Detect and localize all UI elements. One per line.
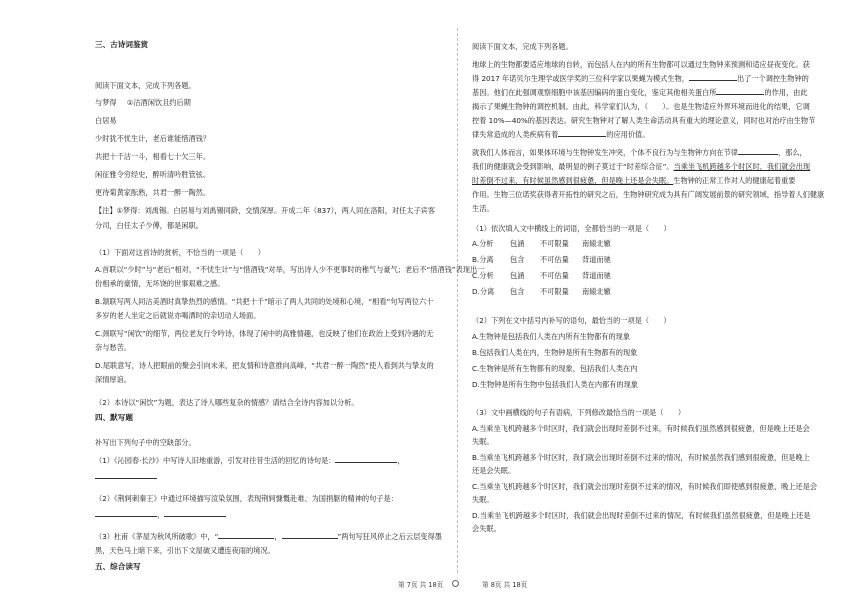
- option-c-line: C.当乘坐飞机跨越多个时区时，我们就会出现时差倒不过来的情况，有时候我们即使感到很疲惫，晚上还是会: [472, 482, 818, 491]
- passage-line: 地球上的生物都要适应地球的自转，而包括人在内的所有生物都可以通过生物钟来预测和适应昼夜变化。获: [472, 60, 810, 69]
- option-cell: 包涵: [510, 271, 525, 280]
- option-cell: D.分离: [472, 287, 495, 296]
- poem-line: 共把十千沽一斗，相看七十欠三年。: [95, 152, 211, 161]
- option-cell: 南辕北辙: [582, 287, 611, 296]
- fill-3-desc: ”两句写狂风停止之后云层变得墨: [337, 532, 442, 541]
- question-3: （3）文中画横线的句子有语病，下列修改最恰当的一项是（ ）: [472, 408, 686, 417]
- poem-title: [95, 96, 191, 109]
- option-cell: 包涵: [510, 239, 525, 248]
- option-cell: 包含: [510, 255, 525, 264]
- option-cell: 不可估量: [540, 271, 569, 280]
- fill-2-sep: ，: [157, 510, 165, 519]
- section5-title: 五、综合读写: [95, 562, 141, 571]
- poem-title-note-mark: ①: [126, 98, 134, 107]
- passage-text: 的应用价值。: [606, 130, 650, 139]
- passage-text: ，那么，: [777, 148, 807, 157]
- passage-line: 作用。生物三位诺奖获得者开拓性的研究之后，生物钟研究成为具有广阔发展前景的研究领域，指导着人们健康: [472, 190, 825, 199]
- fill-question-3: [95, 530, 442, 543]
- option-a-line: 失眠。: [472, 437, 494, 446]
- underlined-sentence: 当乘坐飞机跨越多个时区时，我们就会出现: [673, 162, 811, 171]
- option-a-line: A.当乘坐飞机跨越多个时区时，我们就会出现时差倒不过来，有时候我们虽然感到很疲惫，但是晚上还是会: [472, 424, 810, 433]
- fill-question-2-cont: [95, 508, 226, 521]
- poem-note-line: 分司，白任太子少傅，都是闲职。: [95, 221, 203, 230]
- poem-note-line: 【注】①梦得：刘禹锡。白居易与刘禹锡同龄，交情深厚。开成二年（837），两人同在洛阳，对任太子宾客: [95, 206, 436, 215]
- right-page-number: 第 8页 共 18页: [482, 581, 528, 589]
- option-b-line: B.颔联写两人同沽美酒时真挚热烈的感情。“共把十千”暗示了两人共同的处境和心境，“相看”句写两位六十: [95, 297, 434, 306]
- option-row: [472, 237, 611, 250]
- answer-blank[interactable]: [164, 508, 226, 517]
- passage-text: 律失常造成的人类疾病有着: [472, 130, 559, 139]
- fill-question-3-cont: 黑，天色马上暗下来，引出下文屋破又遭连夜雨的境况。: [95, 546, 275, 555]
- fill-question-2: （2）《荆轲刺秦王》中通过环境描写渲染氛围，表现荆轲慷慨赴难、为国捐躯的精神的句子是：: [95, 494, 398, 503]
- option-cell: 不可限量: [540, 287, 569, 296]
- option-cell: B.分离: [472, 255, 494, 264]
- question-2: （2）本诗以“闲饮”为题，表达了诗人哪些复杂的情感？请结合全诗内容加以分析。: [95, 398, 359, 407]
- fill-question-1: [95, 454, 405, 467]
- passage-line: [472, 146, 807, 159]
- question-2: （2）下列在文中括号内补写的语句，最恰当的一项是（ ）: [472, 316, 671, 325]
- passage-line: [472, 86, 808, 99]
- passage-line: [472, 160, 810, 173]
- passage-text: 得 2017 年诺贝尔生理学或医学奖的三位科学家以果蝇为模式生物，: [472, 74, 689, 83]
- fill-3-sep: ，: [274, 532, 282, 541]
- answer-blank[interactable]: [738, 146, 778, 155]
- answer-blank[interactable]: [335, 454, 397, 463]
- answer-blank[interactable]: [95, 470, 157, 479]
- answer-blank[interactable]: [95, 508, 157, 517]
- option-d-line: 深情厚谊。: [95, 375, 131, 384]
- answer-blank[interactable]: [558, 128, 606, 137]
- question-1: （1）下面对这首诗的赏析，不恰当的一项是（ ）: [95, 248, 265, 257]
- option-b-line: 多岁的老人坐定之后就说亦喝洒时的亲切动人场面。: [95, 311, 261, 320]
- option-line: C.生物钟是所有生物都有的现象，包括我们人类在内: [472, 364, 638, 373]
- poem-line: 闲征雅令穷经史，醉听清吟胜管弦。: [95, 170, 211, 179]
- passage-line: 揭示了果蝇生物钟的调控机制。由此，科学家们认为，（ ）。也是生物适应外界环境而进化的结果，它调: [472, 102, 810, 111]
- option-line: D.生物钟是所有生物中包括我们人类在内都有的现象: [472, 380, 638, 389]
- poem-line: 更待菊黄家酝熟，共君一醉一陶然。: [95, 188, 211, 197]
- poem-author: 白居易: [95, 116, 117, 125]
- passage-text: 的作用，由此: [764, 88, 808, 97]
- answer-blank[interactable]: [716, 86, 764, 95]
- page-divider: [457, 28, 458, 573]
- question-1: （1）依次填入文中横线上的词语，全都恰当的一项是（ ）: [472, 224, 671, 233]
- page-separator-circle: [442, 579, 469, 587]
- option-cell: 背道而驰: [582, 255, 611, 264]
- option-a-line: A.首联以“少时”与“老后”相对，“不忧生计”与“惜酒钱”对举，写出诗人少不更事时的稚气与豪气；老后不“惜酒钱”表现出一: [95, 265, 485, 274]
- underlined-sentence: 时差倒不过来，有时候虽然感到很疲惫，但是晚上还是会失眠。: [472, 176, 674, 185]
- option-d-line: 会失眠。: [472, 524, 501, 533]
- reading-intro: 阅读下面文本，完成下列各题。: [95, 81, 196, 90]
- reading-intro: 阅读下面文本，完成下列各题。: [472, 42, 573, 51]
- option-c-line: C.颈联写“闲饮”的细节，两位老友行令吟诗，体现了闲中的高雅情趣，也反映了他们在政治上受到冷遇的无: [95, 329, 434, 338]
- option-cell: C.分析: [472, 271, 494, 280]
- option-b-line: 还是会失眠。: [472, 466, 516, 475]
- passage-line: 控着 10%—40%的基因表达。研究生物钟对了解人类生命活动具有重大的理论意义，同时也对治疗由生物节: [472, 116, 816, 125]
- option-cell: 包含: [510, 287, 525, 296]
- right-page: [462, 0, 860, 608]
- option-c-line: 失眠。: [472, 495, 494, 504]
- option-row: [472, 269, 611, 282]
- option-line: B.包括我们人类在内，生物钟是所有生物都有的现象: [472, 348, 638, 357]
- fill-1-sep: ，: [397, 456, 405, 465]
- passage-line: [472, 174, 795, 187]
- left-page-number: 第 7页 共 18页: [398, 581, 444, 589]
- poem-title-a: 与梦得: [95, 98, 117, 107]
- passage-line: [472, 72, 809, 85]
- passage-text: 基因。他们在此强调观察细胞中该基因编码的蛋白变化，鉴定其他相关蛋白所: [472, 88, 717, 97]
- option-d-line: D.当乘坐飞机跨越多个时区时，我们就会出现时差倒不过来的情况，有时候我们虽然很疲惫，但是晚上还是: [472, 511, 811, 520]
- option-line: A.生物钟是包括我们人类在内所有生物都有的现象: [472, 332, 631, 341]
- fill-1-prompt: （1）《沁园春·长沙》中写诗人旧地重游，引发对往昔生活的回忆的诗句是：: [95, 456, 336, 465]
- answer-blank[interactable]: [282, 530, 338, 539]
- passage-line: [472, 128, 649, 141]
- option-row: [472, 253, 611, 266]
- section3-title: 三、古诗词鉴赏: [95, 40, 149, 49]
- option-cell: 不可估量: [540, 255, 569, 264]
- passage-text: 我们的健康就会受到影响，最明显的例子莫过于“时差综合征”。: [472, 162, 674, 171]
- option-c-line: 奈与愁苦。: [95, 343, 131, 352]
- poem-title-b: 沽酒闲饮且约后期: [133, 98, 191, 107]
- passage-text: 出了一个调控生物钟的: [736, 74, 809, 83]
- option-b-line: B.当乘坐飞机跨越多个时区时，我们就会出现时差倒不过来的情况，有时候虽然我们感到很疲惫，但是晚上: [472, 453, 810, 462]
- fill-3-prompt: （3）杜甫《茅屋为秋风所破歌》中，“: [95, 532, 219, 541]
- answer-blank[interactable]: [689, 72, 737, 81]
- poem-line: 少时犹不忧生计，老后谁能惜酒钱？: [95, 134, 211, 143]
- passage-line: 生活。: [472, 204, 494, 213]
- passage-text: 就我们人体而言，如果体环境与生物钟发生冲突，个体不良行为与生物钟方向在节律: [472, 148, 738, 157]
- option-a-line: 份相承的豪情，无坏饶的世事艰难之感。: [95, 279, 225, 288]
- option-cell: 南辕北辙: [582, 239, 611, 248]
- fill-question-1-cont: [95, 470, 157, 483]
- answer-blank[interactable]: [218, 530, 274, 539]
- option-d-line: D.尾联意写，诗人把眼前的聚会引向未来，把友情和诗意推向高峰，“共君一醉一陶然”使人看到共与挚友的: [95, 361, 434, 370]
- option-cell: 不可限量: [540, 239, 569, 248]
- section4-title: 四、默写题: [95, 413, 133, 422]
- fill-intro: 补写出下列句子中的空缺部分。: [95, 438, 196, 447]
- option-cell: A.分析: [472, 239, 494, 248]
- option-row: [472, 285, 611, 298]
- passage-text: 生物钟的正常工作对人的健康起着重要: [673, 176, 796, 185]
- option-cell: 背道而驰: [582, 271, 611, 280]
